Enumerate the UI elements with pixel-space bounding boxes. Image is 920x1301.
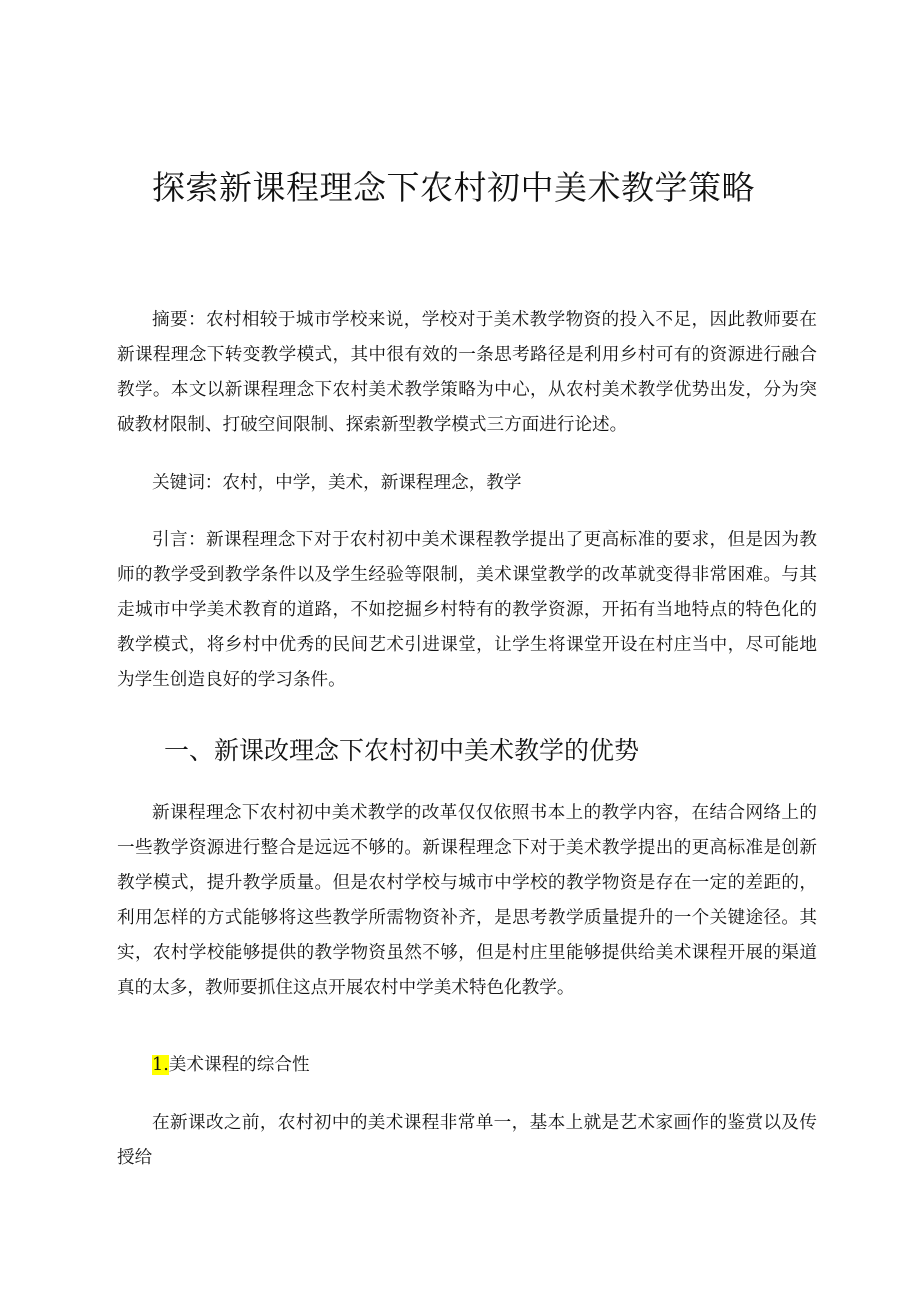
subsection-heading-comprehensiveness [152,1050,310,1080]
subsection-title: 美术课程的综合性 [168,1055,310,1075]
document-title: 探索新课程理念下农村初中美术教学策略 [152,168,755,207]
highlighted-section-number: 1. [152,1055,169,1075]
abstract-paragraph: 摘要：农村相较于城市学校来说，学校对于美术教学物资的投入不足，因此教师要在新课程理念下转变教学模式，其中很有效的一条思考路径是利用乡村可有的资源进行融合教学。本文以新课程理念下农村美术教学策略为中心，从农村美术教学优势出发，分为突破教材限制、打破空间限制、探索新型教学模式三方面进行论述。 [117,310,817,435]
section-heading-advantages: 一、新课改理念下农村初中美术教学的优势 [164,736,640,765]
section-paragraph-advantages: 新课程理念下农村初中美术教学的改革仅仅依照书本上的教学内容，在结合网络上的一些教学资源进行整合是远远不够的。新课程理念下对于美术教学提出的更高标准是创新教学模式，提升教学质量。但是农村学校与城市中学校的教学物资是存在一定的差距的，利用怎样的方式能够将这些教学所需物资补齐，是思考教学质量提升的一个关键途径。其实，农村学校能够提供的教学物资虽然不够，但是村庄里能够提供给美术课程开展的渠道真的太多，教师要抓住这点开展农村中学美术特色化教学。 [117,803,817,998]
keywords-paragraph: 关键词：农村，中学，美术，新课程理念，教学 [152,473,522,493]
subsection-paragraph: 在新课改之前，农村初中的美术课程非常单一，基本上就是艺术家画作的鉴赏以及传授给 [117,1113,817,1168]
introduction-paragraph: 引言：新课程理念下对于农村初中美术课程教学提出了更高标准的要求，但是因为教师的教学受到教学条件以及学生经验等限制，美术课堂教学的改革就变得非常困难。与其走城市中学美术教育的道路，不如挖掘乡村特有的教学资源，开拓有当地特点的特色化的教学模式，将乡村中优秀的民间艺术引进课堂，让学生将课堂开设在村庄当中，尽可能地为学生创造良好的学习条件。 [117,530,817,690]
